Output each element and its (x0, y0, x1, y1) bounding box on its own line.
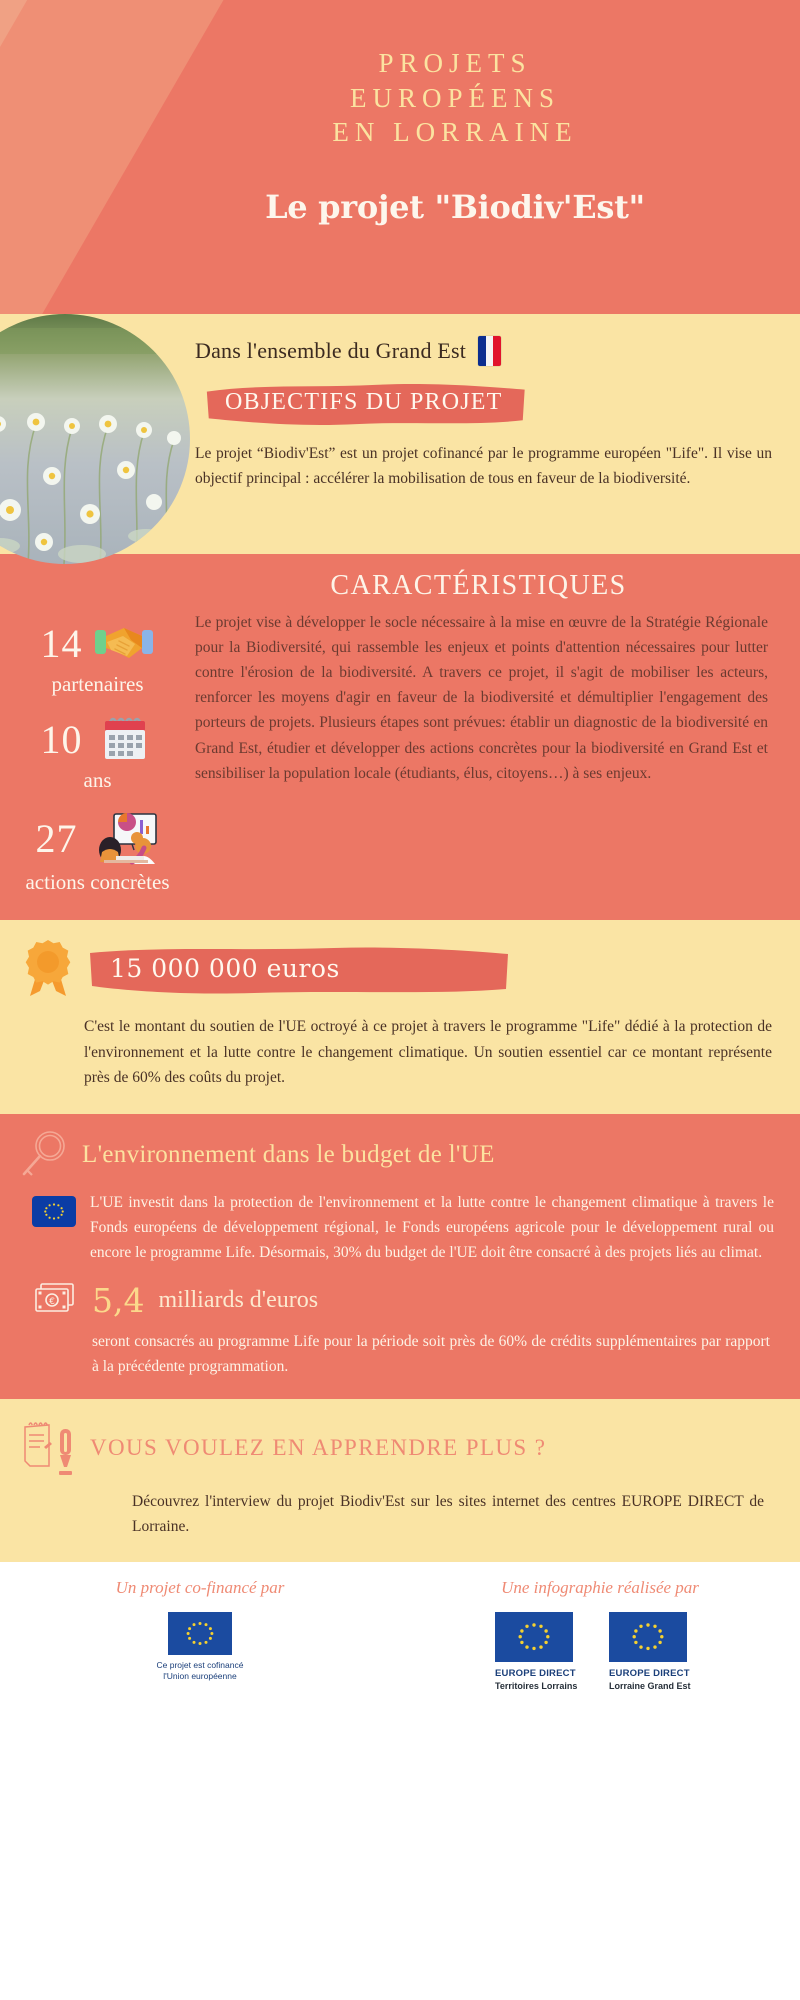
billion-unit: milliards d'euros (158, 1286, 319, 1313)
characteristics-paragraph: Le projet vise à développer le socle nécessaire à la mise en œuvre de la Stratégie Régionale pour la Biodiversité, qui rassemble les enjeux et points d'attention nécessaires pour lutter contre l'érosion de la biodiversité. A travers ce projet, il s'agit de mobiliser les acteurs, renforcer les moyens d'agir en faveur de la biodiversité et démultiplier l'engagement des porteurs de projets. Plusieurs étapes sont prévues: établir un diagnostic de la biodiversité en Grand Est, étudier et développer des actions concrètes pour la biodiversité en Grand Est et sensibiliser la population locale (étudiants, élus, citoyens…) à ses enjeux. (195, 614, 768, 782)
environment-title: L'environnement dans le budget de l'UE (82, 1140, 495, 1168)
stat-partners (0, 618, 195, 696)
scope-row (195, 336, 772, 366)
eu-flag-icon (609, 1612, 687, 1662)
europe-direct-sub-2: Lorraine Grand Est (609, 1680, 691, 1691)
magnifier-icon (18, 1126, 76, 1184)
calendar-icon (93, 714, 155, 766)
eu-cofunding-caption (157, 1660, 244, 1683)
stat-actions-value: 27 (35, 816, 78, 862)
environment-paragraph: L'UE investit dans la protection de l'environnement et la lutte contre le changement climatique à travers le Fonds européens de développement régional, le Fonds européens agricole pour le développement rural ou encore le programme Life. Désormais, 30% du budget de l'UE doit être consacré à des projets liés au climat. (90, 1193, 774, 1261)
europe-direct-logo-1 (495, 1612, 591, 1691)
europe-direct-sub-1: Territoires Lorrains (495, 1680, 578, 1691)
environment-section (0, 1114, 800, 1400)
header-kicker-line-2: EUROPÉENS (349, 82, 560, 113)
page-title: Le projet "Biodiv'Est" (265, 187, 645, 226)
stat-actions (0, 810, 195, 894)
french-flag-icon (478, 336, 501, 366)
characteristics-title: CARACTÉRISTIQUES (330, 570, 627, 601)
header-banner (0, 0, 800, 314)
presentation-icon (88, 810, 160, 868)
footer-left (0, 1578, 400, 1691)
eu-flag-icon (32, 1196, 76, 1227)
eu-caption-line-2: l'Union européenne (163, 1670, 237, 1681)
stat-partners-label: partenaires (51, 672, 144, 696)
billion-value: 5,4 (92, 1280, 145, 1320)
learn-more-section (0, 1399, 800, 1561)
stat-years-value: 10 (40, 717, 83, 763)
funding-amount-banner (84, 945, 514, 994)
eu-cofunding-logo (157, 1612, 244, 1683)
objectives-banner (203, 382, 529, 425)
stat-years-label: ans (83, 768, 112, 793)
handshake-icon (93, 618, 155, 670)
stat-partners-value: 14 (40, 621, 83, 666)
funding-paragraph: C'est le montant du soutien de l'UE octroyé à ce projet à travers le programme "Life" dédié à la protection de l'environnement et la lutte contre le changement climatique. Un soutien essentiel car ce montant représente près de 60% des coûts du projet. (84, 1018, 772, 1086)
header-kicker-line-3: EN LORRAINE (332, 117, 578, 148)
footer (0, 1562, 800, 1713)
stats-column (0, 610, 195, 898)
characteristics-section (0, 554, 800, 920)
eu-flag-icon (168, 1612, 232, 1655)
objectives-banner-label: OBJECTIFS DU PROJET (225, 389, 503, 415)
objectives-section (0, 314, 800, 554)
footer-left-title: Un projet co-financé par (115, 1577, 285, 1597)
scope-label: Dans l'ensemble du Grand Est (195, 338, 467, 363)
eu-flag-icon (495, 1612, 573, 1662)
europe-direct-name-1: EUROPE DIRECT (495, 1667, 576, 1679)
funding-section (0, 920, 800, 1113)
eu-caption-line-1: Ce projet est cofinancé (156, 1659, 244, 1670)
billion-paragraph: seront consacrés au programme Life pour la période soit près de 60% de crédits supplémentaires par rapport à la précédente programmation. (92, 1333, 770, 1376)
learn-more-title: VOUS VOULEZ EN APPRENDRE PLUS ? (90, 1435, 547, 1461)
footer-right-title: Une infographie réalisée par (501, 1577, 699, 1597)
stat-actions-label: actions concrètes (25, 870, 170, 895)
europe-direct-logo-2 (609, 1612, 705, 1691)
europe-direct-name-2: EUROPE DIRECT (609, 1667, 690, 1679)
award-rosette-icon (22, 938, 74, 1000)
stat-years (0, 714, 195, 792)
svg-text:€: € (49, 1297, 55, 1308)
funding-amount-label: 15 000 000 euros (110, 953, 340, 983)
footer-right (400, 1578, 800, 1691)
learn-more-paragraph: Découvrez l'interview du projet Biodiv'Est sur les sites internet des centres EUROPE DIRECT de Lorraine. (132, 1493, 764, 1536)
header-kicker-line-1: PROJETS (378, 48, 532, 78)
header-kicker (0, 46, 800, 150)
notepad-pen-icon (20, 1417, 78, 1479)
banknote-euro-icon (32, 1281, 78, 1319)
objectives-paragraph: Le projet “Biodiv'Est” est un projet cofinancé par le programme européen "Life". Il vise un objectif principal : accélérer la mobilisation de tous en faveur de la biodiversité. (195, 445, 772, 488)
